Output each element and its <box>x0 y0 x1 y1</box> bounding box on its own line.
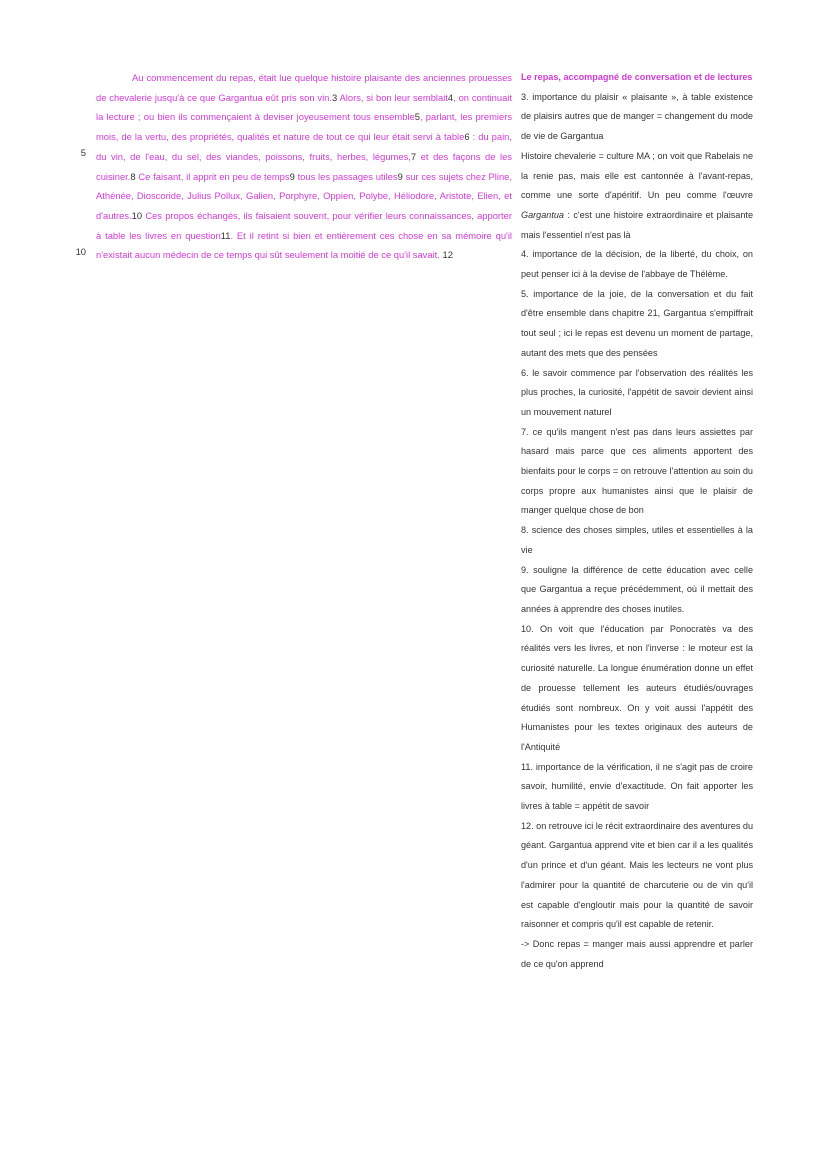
note-ref-3: 3 <box>331 91 338 103</box>
work-title: Gargantua <box>521 209 564 220</box>
text-segment: Au commencement du repas, était lue quelque histoire plaisante des anciennes prouesses de chevalerie jusqu'à ce que Gargantua eût pris son vin. <box>96 72 512 103</box>
note-text: Histoire chevalerie = culture MA ; on voit que Rabelais ne la renie pas, mais elle est cantonnée à l'avant-repas, comme une sorte d'apéritif. Un peu comme l'œuvre <box>521 150 753 201</box>
note-ref-7: 7 <box>410 150 417 162</box>
note-conclusion: -> Donc repas = manger mais aussi apprendre et parler de ce qu'on apprend <box>521 938 753 969</box>
text-segment: , on continuait la lecture ; ou bien ils commençaient à deviser joyeusement tous ensemble <box>96 91 512 123</box>
main-paragraph <box>96 68 512 265</box>
notes-title: Le repas, accompagné de conversation et de lectures <box>521 72 753 82</box>
note-ref-11: 11 <box>220 229 231 241</box>
text-segment: tous les passages utiles <box>294 170 398 182</box>
text-segment: , parlant, les premiers mois, de la vertu, des propriétés, qualités et nature de tout ce qui leur était servi à table <box>96 111 513 143</box>
note-9: 9. souligne la différence de cette éducation avec celle que Gargantua a reçue précédemment, où il mettait des années à apprendre des choses inutiles. <box>521 564 753 614</box>
note-3: 3. importance du plaisir « plaisante », à table existence de plaisirs autres que de manger = changement du mode de vie de Gargantua <box>521 91 753 142</box>
note-ref-9b: 9 <box>397 170 403 182</box>
note-ref-12: 12 <box>439 249 453 261</box>
note-ref-4: 4 <box>447 91 454 103</box>
note-10: 10. On voit que l'éducation par Ponocratès va des réalités vers les livres, et non l'inverse : le moteur est la curiosité naturelle. La longue énumération donne un effet de prouesse tellement les auteurs étudiés/ouvrages étudiés sont nombreux. On y voit aussi l'appétit des Humanistes pour les textes originaux des auteurs de l'Antiquité <box>521 623 753 752</box>
text-segment: et des façons de les cuisiner. <box>96 150 512 182</box>
text-segment: : du pain, du vin, de l'eau, du sel, des viandes, poissons, fruits, herbes, légumes, <box>96 131 512 162</box>
line-number-5: 5 <box>80 147 86 158</box>
note-4: 4. importance de la décision, de la liberté, du choix, on peut penser ici à la devise de l'abbaye de Thélème. <box>521 249 753 280</box>
text-segment: . Et il retint si bien et entièrement ces chose en sa mémoire qu'il n'existait aucun médecin de ce temps qui sût seulement la moitié de ce qu'il savait. <box>96 229 512 261</box>
note-7: 7. ce qu'ils mangent n'est pas dans leurs assiettes par hasard mais parce que ces aliments apportent des bienfaits pour le corps = on retrouve l'attention au soin du corps propre aux humanistes ainsi que le plaisir de manger quelque chose de bon <box>521 426 753 516</box>
note-5: 5. importance de la joie, de la conversation et du fait d'être ensemble dans chapitre 21, Gargantua s'empiffrait tout seul ; ici le repas est devenu un moment de partage, autant des mets que des pensées <box>521 288 753 358</box>
note-ref-5: 5 <box>414 111 420 123</box>
text-segment: Alors, si bon leur semblait <box>337 91 448 103</box>
note-12: 12. on retrouve ici le récit extraordinaire des aventures du géant. Gargantua apprend vite et bien car il a les qualités d'un prince et d'un géant. Mais les lecteurs ne vont plus l'admirer pour la quantité de charcuterie ou de vin qu'il est capable d'engloutir mais pour la quantité de savoir raisonner et compris qu'il est capable de retenir. <box>521 820 754 930</box>
note-8: 8. science des choses simples, utiles et essentielles à la vie <box>521 525 753 555</box>
note-ref-6: 6 <box>464 131 470 143</box>
text-segment: Ce faisant, il apprit en peu de temps <box>135 170 290 182</box>
note-6: 6. le savoir commence par l'observation des réalités les plus proches, la curiosité, l'appétit de savoir devient ainsi un mouvement naturel <box>521 367 753 417</box>
note-11: 11. importance de la vérification, il ne s'agit pas de croire savoir, humilité, envie d'exactitude. On fait apporter les livres à table = appétit de savoir <box>521 761 753 812</box>
note-ref-9: 9 <box>289 170 295 182</box>
note-3b <box>521 147 753 246</box>
note-ref-10: 10 <box>131 209 143 221</box>
line-number-10: 10 <box>75 246 86 257</box>
text-segment: Ces propos échangés, ils faisaient souvent, pour vérifier leurs connaissances, apporter à table les livres en question <box>96 209 512 241</box>
notes-column <box>521 68 753 974</box>
text-segment: sur ces sujets chez Pline, Athénée, Dioscoride, Julius Pollux, Galien, Porphyre, Oppien, Polybe, Héliodore, Aristote, Elien, et d'autres. <box>96 170 512 221</box>
note-ref-8: 8 <box>130 170 136 182</box>
main-text-column <box>96 68 512 265</box>
note-text: : c'est une histoire extraordinaire et plaisante mais l'essentiel n'est pas là <box>521 209 753 240</box>
